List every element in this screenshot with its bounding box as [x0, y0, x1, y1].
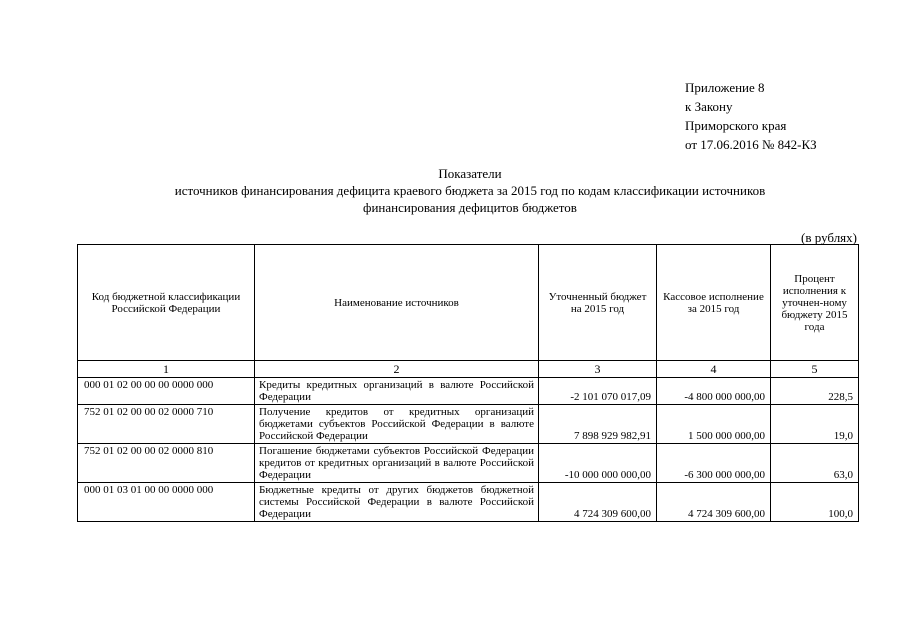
budget-cell: -2 101 070 017,09 — [539, 378, 657, 405]
column-number: 3 — [539, 361, 657, 378]
column-header: Код бюджетной классификации Российской Федерации — [78, 245, 255, 361]
table-row — [78, 444, 859, 483]
column-header: Наименование источников — [255, 245, 539, 361]
title-line: Показатели — [438, 166, 502, 181]
column-header: Кассовое исполнение за 2015 год — [657, 245, 771, 361]
sources-table — [77, 244, 859, 522]
percent-cell: 228,5 — [771, 378, 859, 405]
percent-cell: 63,0 — [771, 444, 859, 483]
execution-cell: 1 500 000 000,00 — [657, 405, 771, 444]
name-cell: Погашение бюджетами субъектов Российской Федерации кредитов от кредитных организаций в валюте Российской Федерации — [255, 444, 539, 483]
execution-cell: -4 800 000 000,00 — [657, 378, 771, 405]
appendix-line: Приложение 8 — [685, 80, 765, 95]
column-header: Уточненный бюджет на 2015 год — [539, 245, 657, 361]
column-header: Процент исполнения к уточнен-ному бюджету 2015 года — [771, 245, 859, 361]
code-cell: 000 01 02 00 00 00 0000 000 — [78, 378, 255, 405]
percent-cell: 100,0 — [771, 483, 859, 522]
budget-cell: 7 898 929 982,91 — [539, 405, 657, 444]
document-title — [110, 165, 830, 216]
execution-cell: -6 300 000 000,00 — [657, 444, 771, 483]
name-cell: Бюджетные кредиты от других бюджетов бюджетной системы Российской Федерации в валюте Российской Федерации — [255, 483, 539, 522]
name-cell: Кредиты кредитных организаций в валюте Российской Федерации — [255, 378, 539, 405]
column-number: 5 — [771, 361, 859, 378]
table-row — [78, 378, 859, 405]
appendix-block — [685, 78, 817, 154]
units-label: (в рублях) — [801, 230, 857, 245]
column-number: 2 — [255, 361, 539, 378]
code-cell: 752 01 02 00 00 02 0000 810 — [78, 444, 255, 483]
column-number: 4 — [657, 361, 771, 378]
budget-cell: -10 000 000 000,00 — [539, 444, 657, 483]
code-cell: 000 01 03 01 00 00 0000 000 — [78, 483, 255, 522]
appendix-line: Приморского края — [685, 118, 787, 133]
column-number: 1 — [78, 361, 255, 378]
percent-cell: 19,0 — [771, 405, 859, 444]
appendix-line: от 17.06.2016 № 842-КЗ — [685, 137, 817, 152]
column-number-row — [78, 361, 859, 378]
code-cell: 752 01 02 00 00 02 0000 710 — [78, 405, 255, 444]
name-cell: Получение кредитов от кредитных организаций бюджетами субъектов Российской Федерации в валюте Российской Федерации — [255, 405, 539, 444]
execution-cell: 4 724 309 600,00 — [657, 483, 771, 522]
table-row — [78, 483, 859, 522]
table-header-row — [78, 245, 859, 361]
budget-cell: 4 724 309 600,00 — [539, 483, 657, 522]
table-row — [78, 405, 859, 444]
title-line: финансирования дефицитов бюджетов — [363, 200, 577, 215]
title-line: источников финансирования дефицита краевого бюджета за 2015 год по кодам классификации источников — [174, 183, 766, 198]
appendix-line: к Закону — [685, 99, 733, 114]
